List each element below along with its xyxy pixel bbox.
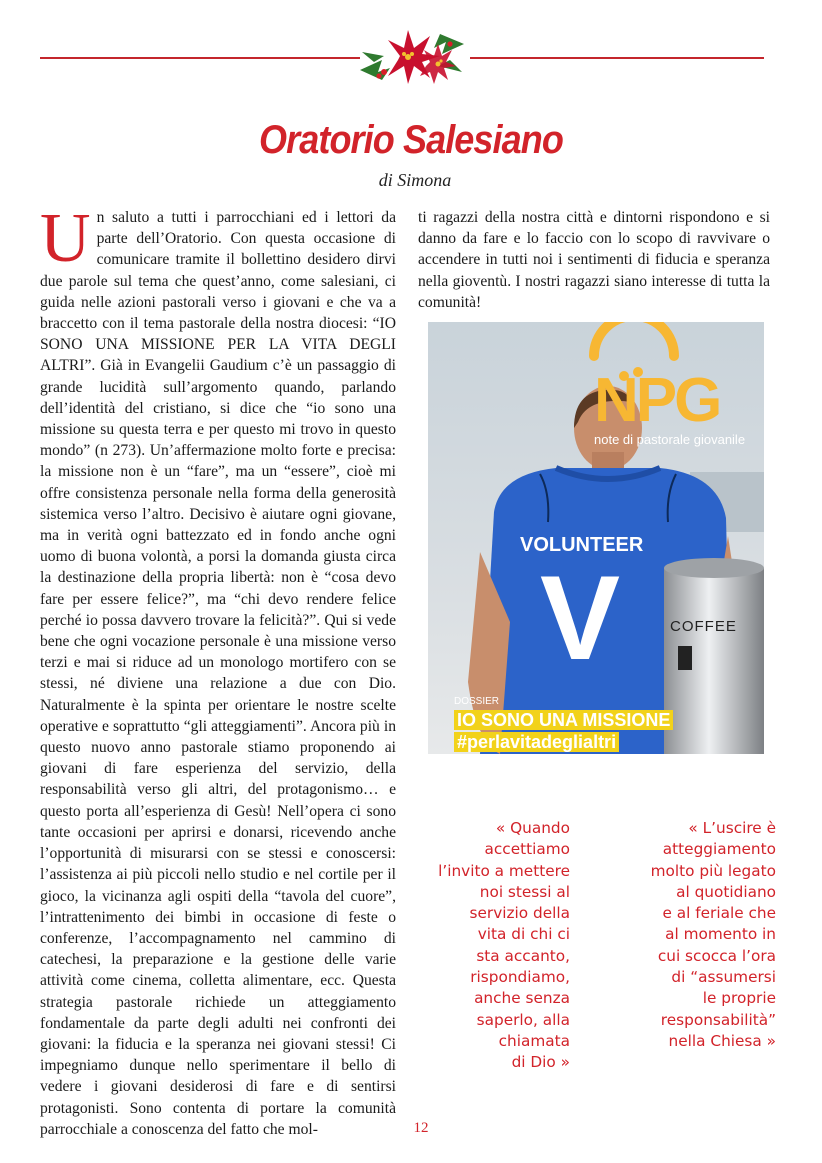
quote-line: al momento in — [665, 925, 776, 944]
article-title: Oratorio Salesiano — [259, 118, 563, 162]
cover-section-label: DOSSIER — [454, 696, 500, 707]
quote-line: sta accanto, — [476, 946, 570, 965]
header-rule-right — [470, 57, 764, 59]
quote-line: al quotidiano — [676, 882, 776, 901]
quote-line: accettiamo — [484, 840, 570, 859]
quote-line: nella Chiesa » — [668, 1031, 776, 1050]
npg-subtitle: note di pastorale giovanile — [594, 432, 746, 447]
quote-line: rispondiamo, — [470, 968, 570, 987]
magazine-cover-image — [428, 322, 764, 754]
quote-line: atteggiamento — [662, 840, 776, 859]
quote-line: vita di chi ci — [477, 925, 570, 944]
quote-line: cui scocca l’ora — [657, 946, 776, 965]
header-rule-left — [40, 57, 360, 59]
quote-line: responsabilità” — [660, 1010, 776, 1029]
pull-quote-left — [410, 818, 570, 1074]
urn-label: COFFEE — [670, 618, 737, 635]
quote-line: « L’uscire è — [688, 819, 776, 837]
shirt-text: VOLUNTEER — [520, 534, 644, 556]
npg-logo: NPG — [594, 366, 720, 435]
quote-line: e al feriale che — [662, 904, 776, 923]
cover-hashtag-text: #perlavitadeglialtri — [454, 732, 619, 752]
article-left-text: n saluto a tutti i parrocchiani ed i lettori da parte dell’Oratorio. Con questa occasione di comunicare tramite il bollettino desidero dirvi due parole sul tema che quest’anno, come salesiani, ci guida nelle azioni pastorali verso i giovani e che va a braccetto con il tema pastorale della nostra diocesi: “IO SONO UNA MISSIONE PER LA VITA DEGLI ALTRI”. Già in Evangelii Gaudium c’è un passaggio di grande lucidità sull’argomento quando, parlando dell’identità del cristiano, si dice che “io sono una missione su questa terra e per questo mi trovo in questo mondo” (n 273). Un’affermazione molto forte e precisa: la missione non è un “fare”, ma un “essere”, cioè mi offre consistenza personale nella forma della generosità sistemica verso l’altro. Decisivo è aiutare ogni giovane, ma in verità ogni battezzato ed in fondo anche ogni uomo di buona volontà, a porsi la domanda giusta circa la destinazione della propria libertà: non è “cosa devo fare per essere felice?”, ma “chi devo rendere felice perché io possa davvero trovare la felicità?”. Qui si vede bene che ogni vocazione personale è una missione verso terzi e mai si riduce ad un monologo mortifero con se stessi, né diviene una relazione a due con Dio. Naturalmente è la spinta per orientare le nostre scelte operative e soprattutto “gli atteggiamenti”. Ancora più in questo nuovo anno pastorale stiamo proponendo ai giovani di fare esperienza del servizio, della responsabilità verso gli altri, del protagonismo… e questo porta all’esperienza di Gesù! Nell’opera ci sono tante occasioni per aprirsi e donarsi, ricevendo anche l’opportunità di misurarsi con se stessi e conoscersi: l’assistenza ai più piccoli nello studio e nel cortile per il gioco, la vicinanza agli ospiti della “tavola del cuore”, l’intrattenimento dei bimbi in occasione di feste o conferenze, l’accompagnamento nel cammino di catechesi, la preparazione e la gestione delle varie attività come cinema, colletta alimentare, ecc. Questa strategia pastorale richiede un atteggiamento fondamentale da parte degli adulti nei confronti dei giovani: la fiducia e la speranza nei giovani stessi! Ci impegniamo dunque nello sperimentare il bello di vedere i giovani desiderosi di fare e di sentirsi protagonisti. Sono contenta di portare la comunità parrocchiale a conoscenza del fatto che mol- — [40, 209, 396, 1138]
cover-headline — [454, 710, 673, 731]
article-byline: di Simona — [378, 170, 452, 190]
shirt-letter: V — [540, 551, 621, 685]
quote-line: molto più legato — [650, 861, 776, 880]
quote-line: chiamata — [498, 1031, 570, 1050]
quote-line: di “assumersi — [671, 968, 776, 987]
cover-hashtag — [454, 732, 619, 753]
article-left-column — [40, 200, 396, 1140]
poinsettia-ornament-icon — [352, 22, 472, 92]
quote-line: di Dio » — [511, 1053, 570, 1072]
quote-line: noi stessi al — [479, 882, 570, 901]
drop-cap: U — [40, 200, 91, 277]
quote-line: l’invito a mettere — [438, 861, 570, 880]
quote-line: « Quando — [495, 819, 570, 837]
pull-quote-right — [616, 818, 776, 1052]
quote-line: saperlo, alla — [476, 1010, 570, 1029]
quote-line: le proprie — [702, 989, 776, 1008]
quote-line: anche senza — [474, 989, 570, 1008]
article-right-column: ti ragazzi della nostra città e dintorni rispondono e si danno da fare e lo faccio con lo scopo di ravvivare o accendere in tutti noi i sentimenti di fiducia e speranza nella gioventù. I nostri ragazzi siano interesse di tutta la comunità! — [418, 209, 770, 311]
page-number: 12 — [413, 1120, 429, 1136]
quote-line: servizio della — [469, 904, 570, 923]
cover-headline-text: IO SONO UNA MISSIONE — [454, 710, 673, 730]
